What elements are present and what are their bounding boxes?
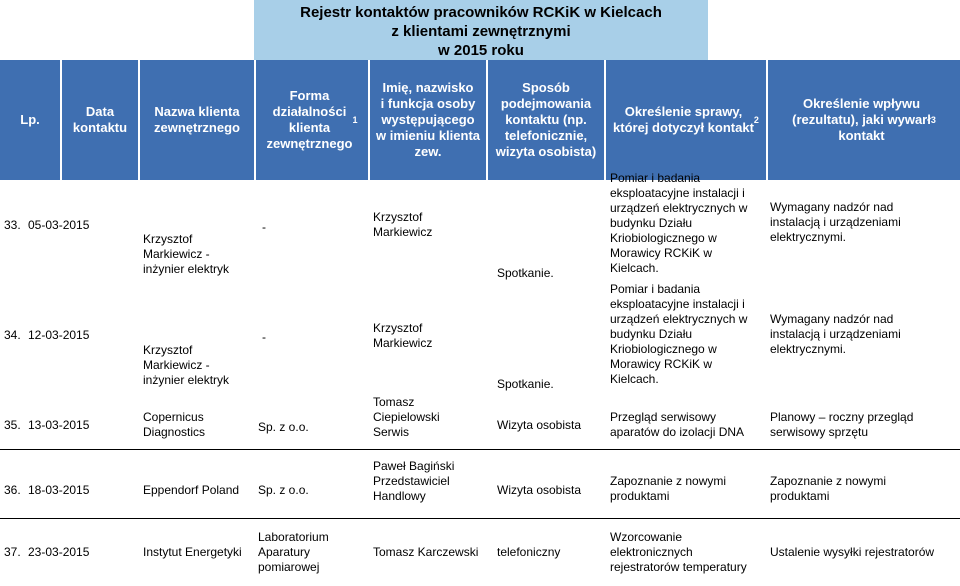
row-35-client: Copernicus Diagnostics xyxy=(143,410,206,439)
row-37-lp: 37. xyxy=(4,545,21,559)
row-33-method: Spotkanie. xyxy=(497,266,554,280)
row-33-matter: Pomiar i badania eksploatacyjne instalacji i urządzeń elektrycznych w budynku Działu Kriobiologicznego w Morawicy RCKiK w Kielcach. xyxy=(610,171,748,275)
row-separator xyxy=(0,449,960,450)
header-effect: Określenie wpływu (rezultatu), jaki wywarł kontakt 3 xyxy=(768,60,960,180)
header-lp: Lp. xyxy=(0,60,60,180)
row-36-method: Wizyta osobista xyxy=(497,483,582,497)
title-line-1: Rejestr kontaktów pracowników RCKiK w Kielcach xyxy=(300,4,662,21)
row-35-person: Tomasz Ciepielowski Serwis xyxy=(373,395,440,439)
row-33-effect: Wymagany nadzór nad instalacją i urządzeniami elektrycznymi. xyxy=(770,200,901,244)
row-36-matter: Zapoznanie z nowymi produktami xyxy=(610,474,727,503)
row-34-client: Krzysztof Markiewicz - inżynier elektryk xyxy=(143,343,230,387)
row-36-person: Paweł Bagiński Przedstawiciel Handlowy xyxy=(373,459,455,503)
row-33-person: Krzysztof Markiewicz xyxy=(373,210,433,239)
row-34-lp: 34. xyxy=(4,328,21,342)
row-37-effect: Ustalenie wysyłki rejestratorów xyxy=(770,545,935,559)
header-date: Data kontaktu xyxy=(62,60,138,180)
row-33-date: 05-03-2015 xyxy=(28,218,90,232)
header-matter: Określenie sprawy, której dotyczył kontakt 2 xyxy=(606,60,766,180)
row-separator xyxy=(0,518,960,519)
row-35-form: Sp. z o.o. xyxy=(258,420,309,434)
row-34-matter: Pomiar i badania eksploatacyjne instalacji i urządzeń elektrycznych w budynku Działu Kriobiologicznego w Morawicy RCKiK w Kielcach. xyxy=(610,282,748,386)
row-37-person: Tomasz Karczewski xyxy=(373,545,479,559)
header-person: Imię, nazwisko i funkcja osoby występującego w imieniu klienta zew. xyxy=(370,60,486,180)
row-34-date: 12-03-2015 xyxy=(28,328,90,342)
row-36-effect: Zapoznanie z nowymi produktami xyxy=(770,474,887,503)
row-34-effect: Wymagany nadzór nad instalacją i urządzeniami elektrycznymi. xyxy=(770,312,901,356)
row-35-method: Wizyta osobista xyxy=(497,418,582,432)
row-34-method: Spotkanie. xyxy=(497,377,554,391)
row-35-date: 13-03-2015 xyxy=(28,418,90,432)
header-method: Sposób podejmowania kontaktu (np. telefonicznie, wizyta osobista) xyxy=(488,60,604,180)
register-title xyxy=(254,0,708,60)
row-36-client: Eppendorf Poland xyxy=(143,483,240,497)
row-37-method: telefoniczny xyxy=(497,545,561,559)
row-33-form: - xyxy=(262,220,266,234)
row-35-lp: 35. xyxy=(4,418,21,432)
row-37-client: Instytut Energetyki xyxy=(143,545,242,559)
header-client-name: Nazwa klienta zewnętrznego xyxy=(140,60,254,180)
row-35-matter: Przegląd serwisowy aparatów do izolacji DNA xyxy=(610,410,745,439)
row-35-effect: Planowy – roczny przegląd serwisowy sprzętu xyxy=(770,410,914,439)
row-33-lp: 33. xyxy=(4,218,21,232)
row-37-form: Laboratorium Aparatury pomiarowej xyxy=(258,530,329,574)
row-34-person: Krzysztof Markiewicz xyxy=(373,321,433,350)
title-line-3: w 2015 roku xyxy=(438,42,524,59)
title-line-2: z klientami zewnętrznymi xyxy=(391,23,571,40)
row-33-client: Krzysztof Markiewicz - inżynier elektryk xyxy=(143,232,230,276)
row-37-date: 23-03-2015 xyxy=(28,545,90,559)
row-36-date: 18-03-2015 xyxy=(28,483,90,497)
row-34-form: - xyxy=(262,330,266,344)
row-37-matter: Wzorcowanie elektronicznych rejestratorów temperatury xyxy=(610,530,747,574)
row-36-lp: 36. xyxy=(4,483,21,497)
header-form: Forma działalności klienta zewnętrznego 1 xyxy=(256,60,368,180)
row-36-form: Sp. z o.o. xyxy=(258,483,309,497)
